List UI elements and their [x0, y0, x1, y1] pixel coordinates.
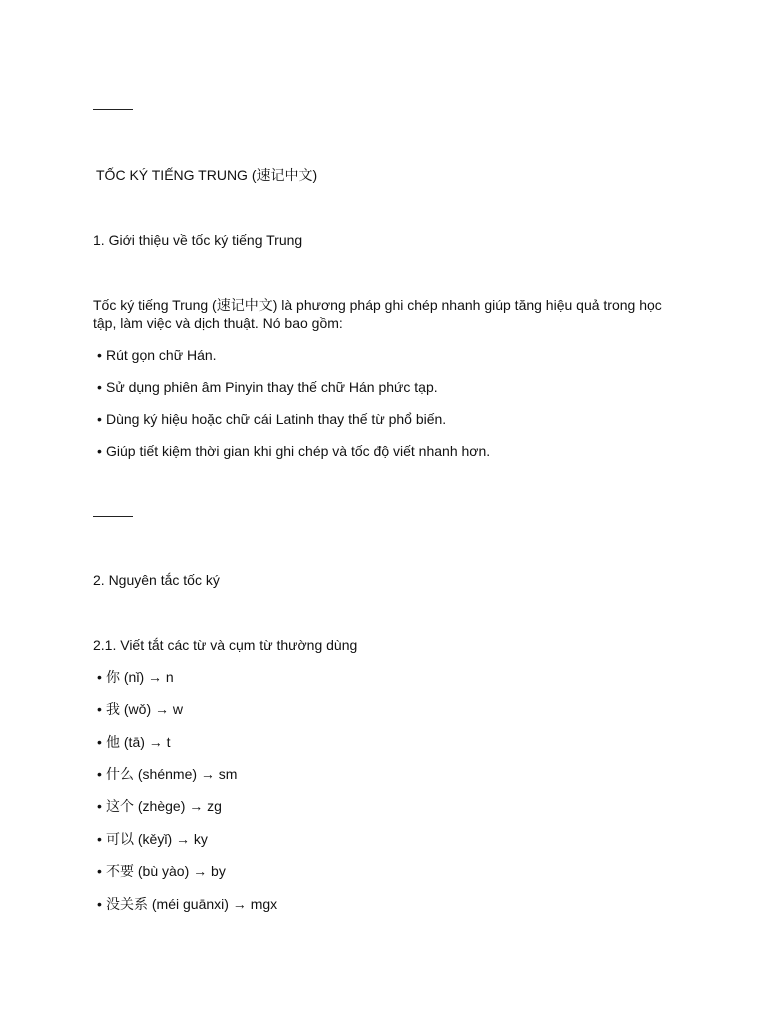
document-title: TỐC KÝ TIẾNG TRUNG (速记中文) [96, 167, 318, 183]
list-item [93, 895, 277, 913]
list-item-text: Rút gọn chữ Hán. [106, 347, 217, 363]
bullet-icon: • [97, 347, 102, 363]
list-item-text: 可以 (kěyǐ) → ky [106, 831, 208, 847]
list-item [93, 700, 183, 718]
bullet-icon: • [97, 411, 102, 427]
section-1-heading: 1. Giới thiệu về tốc ký tiếng Trung [93, 232, 303, 248]
separator-line [93, 516, 133, 517]
list-item-text: 什么 (shénme) → sm [106, 766, 238, 782]
bullet-icon: • [97, 669, 102, 685]
section-2-heading: 2. Nguyên tắc tốc ký [93, 572, 220, 588]
bullet-icon: • [97, 798, 102, 814]
list-item-text: 不要 (bù yào) → by [106, 863, 226, 879]
list-item [93, 830, 208, 848]
list-item [93, 346, 217, 364]
list-item [93, 410, 446, 428]
list-item-text: 这个 (zhège) → zg [106, 798, 222, 814]
list-item [93, 733, 171, 751]
separator-line [93, 109, 133, 110]
section-2-1-subheading: 2.1. Viết tắt các từ và cụm từ thường dùng [93, 637, 358, 653]
list-item [93, 442, 490, 460]
bullet-icon: • [97, 896, 102, 912]
bullet-icon: • [97, 379, 102, 395]
list-item [93, 862, 226, 880]
list-item-text: 我 (wǒ) → w [106, 701, 183, 717]
list-item-text: 没关系 (méi guānxi) → mgx [106, 896, 278, 912]
section-1-intro: Tốc ký tiếng Trung (速记中文) là phương pháp ghi chép nhanh giúp tăng hiệu quả trong học tập, làm việc và dịch thuật. Nó bao gồm: [93, 297, 662, 331]
bullet-icon: • [97, 766, 102, 782]
list-item-text: Giúp tiết kiệm thời gian khi ghi chép và tốc độ viết nhanh hơn. [106, 443, 491, 459]
bullet-icon: • [97, 701, 102, 717]
list-item-text: Dùng ký hiệu hoặc chữ cái Latinh thay thế từ phổ biến. [106, 411, 447, 427]
list-item [93, 378, 438, 396]
bullet-icon: • [97, 443, 102, 459]
list-item [93, 797, 222, 815]
list-item-text: Sử dụng phiên âm Pinyin thay thế chữ Hán phức tạp. [106, 379, 438, 395]
bullet-icon: • [97, 734, 102, 750]
list-item [93, 668, 174, 686]
list-item-text: 你 (nǐ) → n [106, 669, 174, 685]
list-item-text: 他 (tā) → t [106, 734, 171, 750]
bullet-icon: • [97, 863, 102, 879]
bullet-icon: • [97, 831, 102, 847]
list-item [93, 765, 237, 783]
